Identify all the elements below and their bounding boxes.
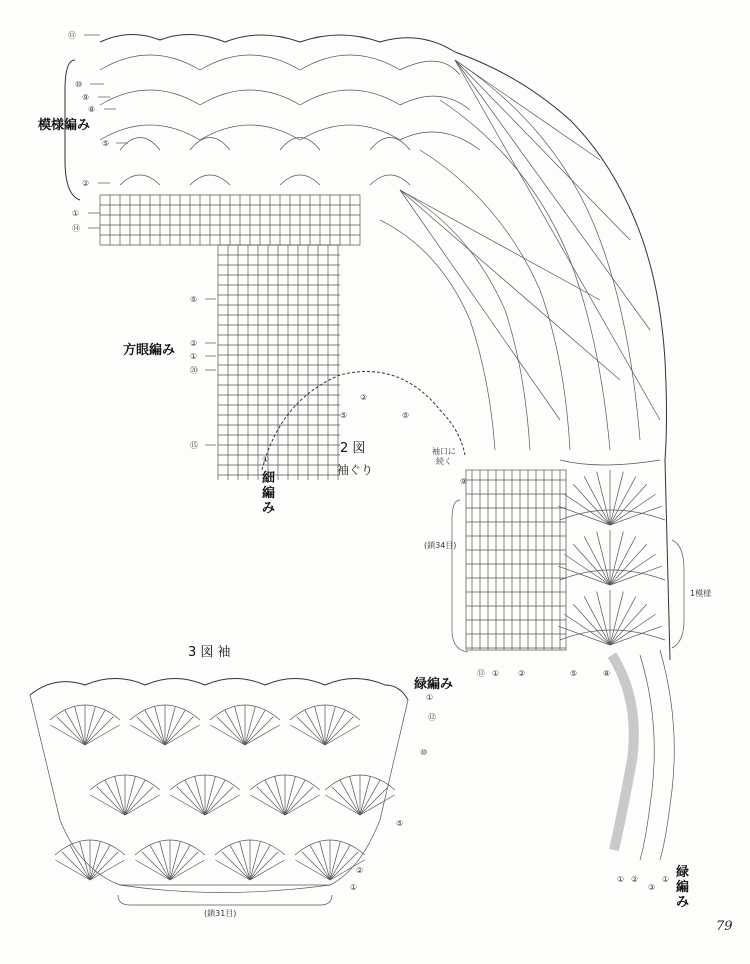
row-marker: ⑩: [75, 80, 83, 89]
row-marker: ⑤: [102, 139, 110, 148]
row-marker: ②: [190, 339, 198, 348]
row-marker: ⑳: [190, 366, 198, 375]
side-edge-strip: [612, 650, 674, 860]
edge-stitch-side-1: 緑: [676, 865, 690, 880]
page-number: 79: [716, 919, 733, 934]
row-marker: ①: [662, 875, 670, 884]
row-marker: ⑮: [190, 441, 198, 450]
row-markers-side-bottom: [617, 875, 669, 892]
mesh-stitch-label: 方眼編み: [123, 343, 176, 358]
fig3-title: 3 図 袖: [188, 645, 231, 660]
row-marker: ⑫: [428, 713, 436, 722]
one-pattern-label: 1模様: [690, 589, 712, 598]
row-marker: ②: [360, 393, 368, 402]
fine-stitch-3: み: [262, 501, 276, 516]
row-marker: ⑤: [402, 411, 410, 420]
row-marker: ①: [617, 875, 625, 884]
row-marker: ①: [262, 455, 270, 464]
row-marker: ⑧: [88, 105, 96, 114]
row-marker: ③: [648, 883, 656, 892]
row-marker: ②: [631, 875, 639, 884]
row-marker: ②: [356, 866, 364, 875]
row-markers-sleeve-right: [350, 693, 436, 892]
row-markers-armhole: [262, 393, 409, 464]
row-marker: ⑨: [82, 93, 90, 102]
fig2-title: 2 図: [340, 441, 366, 456]
sleeve-join-2: 続く: [436, 457, 452, 466]
edge-stitch-sleeve-label: 緑編み: [414, 677, 454, 692]
row-marker: ②: [518, 669, 526, 678]
row-marker: ⑭: [72, 224, 80, 233]
row-marker: ⑤: [340, 411, 348, 420]
row-marker: ⑪: [68, 31, 76, 40]
row-marker: ②: [82, 179, 90, 188]
sleeve-join-1: 袖口に: [432, 447, 456, 456]
row-marker: ⑪: [477, 669, 485, 678]
row-marker: ⑤: [396, 819, 404, 828]
row-marker: ⑩: [420, 748, 428, 757]
side-fan-panel: [558, 460, 665, 645]
pattern-stitch-label: 模様編み: [38, 118, 91, 133]
fine-stitch-2: 編: [262, 486, 276, 501]
sleeve-diagram: [30, 679, 408, 906]
row-marker: ①: [492, 669, 500, 678]
chain31-label: (鎖31目): [204, 909, 237, 918]
center-column-panel: [466, 470, 566, 650]
row-markers-middle-left: [190, 295, 198, 450]
mesh-grid: [100, 195, 360, 480]
fine-stitch-1: 細: [262, 471, 276, 486]
row-marker: ①: [350, 883, 358, 892]
fig2-subtitle: 袖ぐり: [337, 463, 374, 477]
yoke-pattern-area: [100, 34, 670, 660]
row-marker: ⑧: [603, 669, 611, 678]
row-marker: ⑤: [190, 295, 198, 304]
row-marker: ①: [190, 352, 198, 361]
edge-stitch-side-3: み: [676, 895, 690, 910]
chain34-label: (鎖34目): [424, 541, 457, 550]
row-marker: ①: [72, 209, 80, 218]
row-marker: ⑨: [460, 477, 468, 486]
row-marker: ①: [426, 693, 434, 702]
row-marker: ⑤: [570, 669, 578, 678]
edge-stitch-side-2: 編: [676, 880, 690, 895]
